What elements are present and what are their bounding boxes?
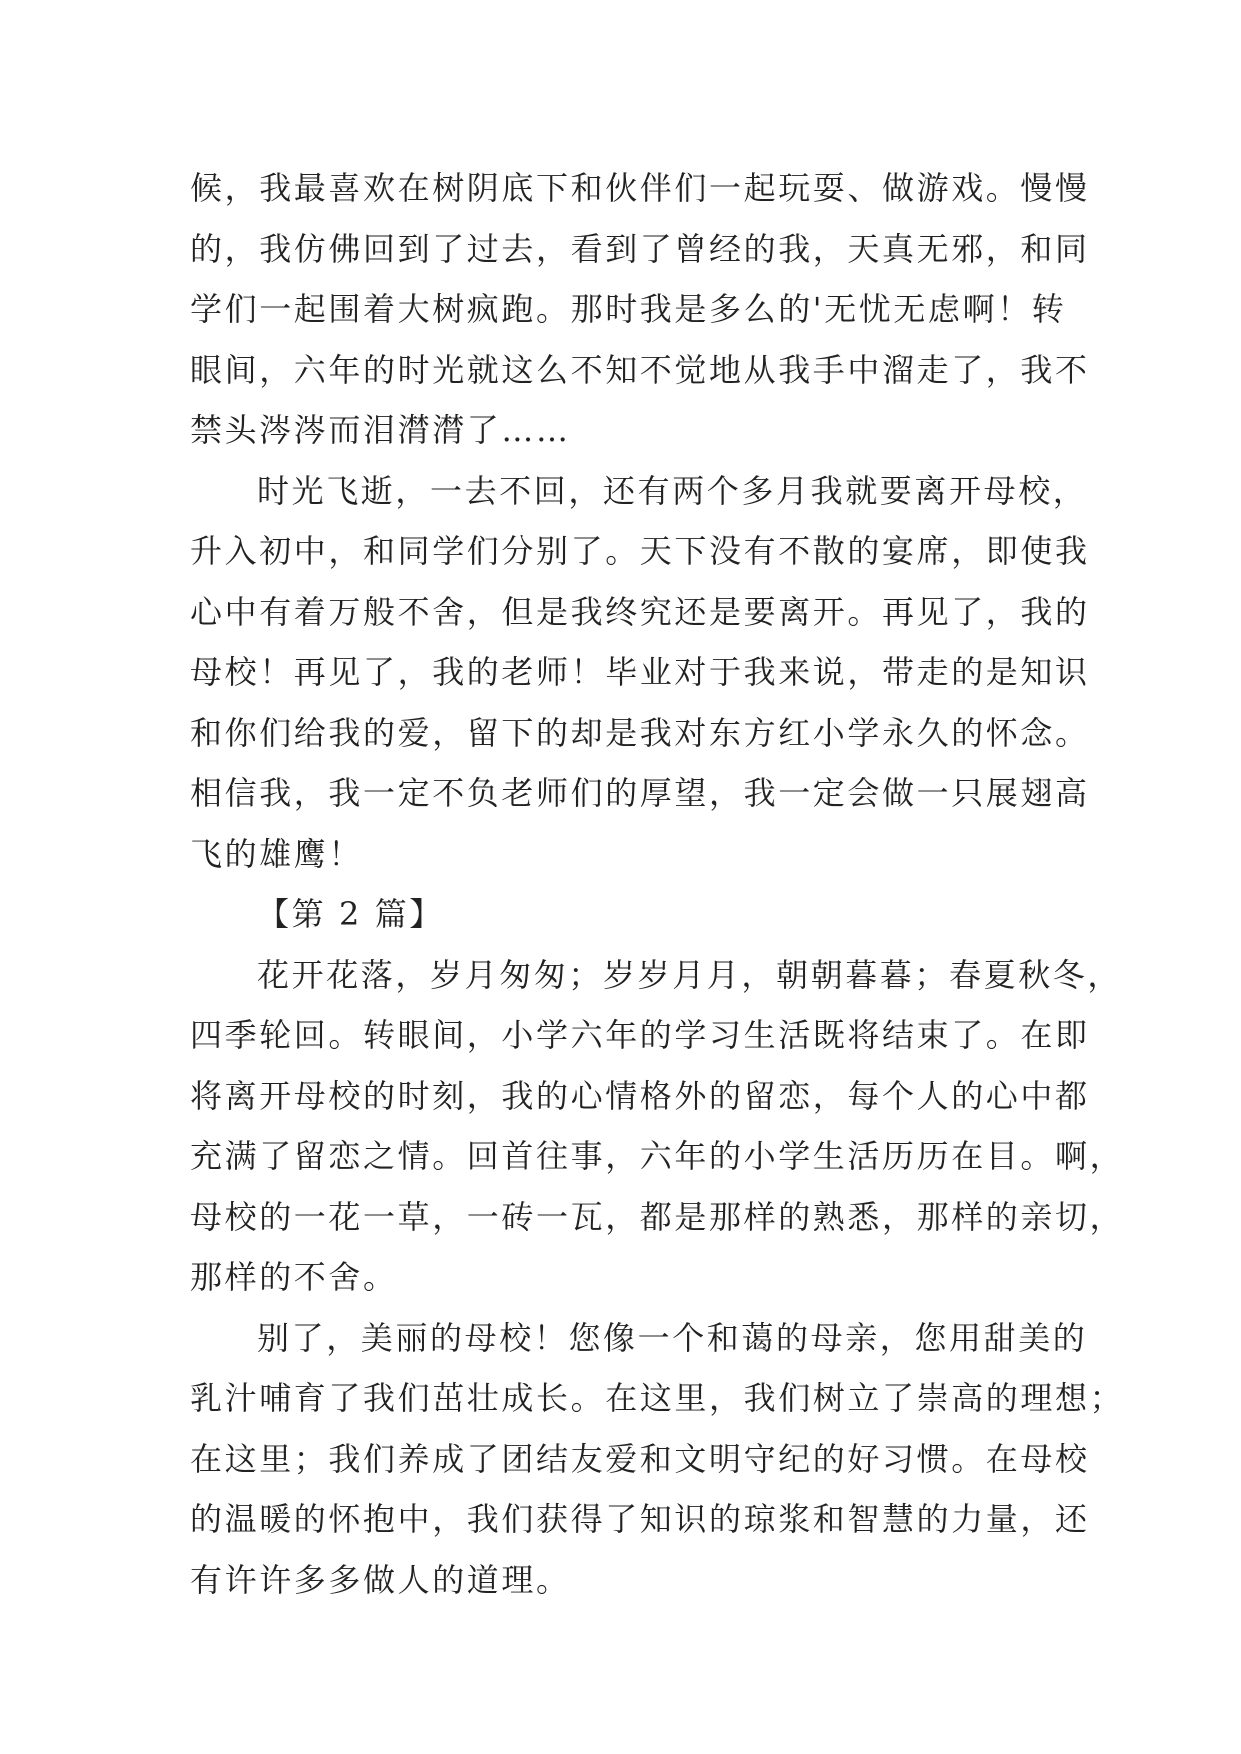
paragraph-start-line: 时光飞逝，一去不回，还有两个多月我就要离开母校， bbox=[257, 471, 1088, 510]
text-line: 候，我最喜欢在树阴底下和伙伴们一起玩耍、做游戏。慢慢 bbox=[190, 169, 1090, 207]
paragraph-start-line: 花开花落，岁月匆匆；岁岁月月，朝朝暮暮；春夏秋冬， bbox=[257, 955, 1123, 994]
text-line: 在这里；我们养成了团结友爱和文明守纪的好习惯。在母校 bbox=[190, 1439, 1090, 1478]
text-line: 将离开母校的时刻，我的心情格外的留恋，每个人的心中都 bbox=[190, 1076, 1090, 1115]
text-line: 的，我仿佛回到了过去，看到了曾经的我，天真无邪，和同 bbox=[190, 229, 1090, 268]
text-line: 眼间，六年的时光就这么不知不觉地从我手中溜走了，我不 bbox=[190, 350, 1090, 389]
text-line: 的温暖的怀抱中，我们获得了知识的琼浆和智慧的力量，还 bbox=[190, 1500, 1090, 1538]
text-line: 四季轮回。转眼间，小学六年的学习生活既将结束了。在即 bbox=[190, 1016, 1090, 1054]
text-line: 有许许多多做人的道理。 bbox=[190, 1560, 571, 1599]
paragraph-start-line: 别了，美丽的母校！您像一个和蔼的母亲，您用甜美的 bbox=[257, 1318, 1088, 1357]
text-line: 禁头涔涔而泪潸潸了…… bbox=[190, 411, 571, 449]
text-line: 升入初中，和同学们分别了。天下没有不散的宴席，即使我 bbox=[190, 532, 1090, 570]
text-line: 相信我，我一定不负老师们的厚望，我一定会做一只展翅高 bbox=[190, 774, 1090, 812]
text-line: 母校的一花一草，一砖一瓦，都是那样的熟悉，那样的亲切， bbox=[190, 1197, 1125, 1236]
document-body bbox=[190, 158, 1125, 1610]
text-line: 充满了留恋之情。回首往事，六年的小学生活历历在目。啊， bbox=[190, 1137, 1125, 1175]
text-line: 飞的雄鹰！ bbox=[190, 834, 364, 873]
text-line: 和你们给我的爱，留下的却是我对东方红小学永久的怀念。 bbox=[190, 713, 1090, 752]
text-line: 那样的不舍。 bbox=[190, 1258, 398, 1296]
text-line: 母校！再见了，我的老师！毕业对于我来说，带走的是知识 bbox=[190, 653, 1090, 691]
section-heading: 【第 2 篇】 bbox=[257, 895, 444, 933]
text-line: 心中有着万般不舍，但是我终究还是要离开。再见了，我的 bbox=[190, 592, 1090, 631]
text-line: 学们一起围着大树疯跑。那时我是多么的'无忧无虑啊！转 bbox=[190, 290, 1067, 328]
text-line: 乳汁哺育了我们茁壮成长。在这里，我们树立了崇高的理想； bbox=[190, 1379, 1125, 1417]
